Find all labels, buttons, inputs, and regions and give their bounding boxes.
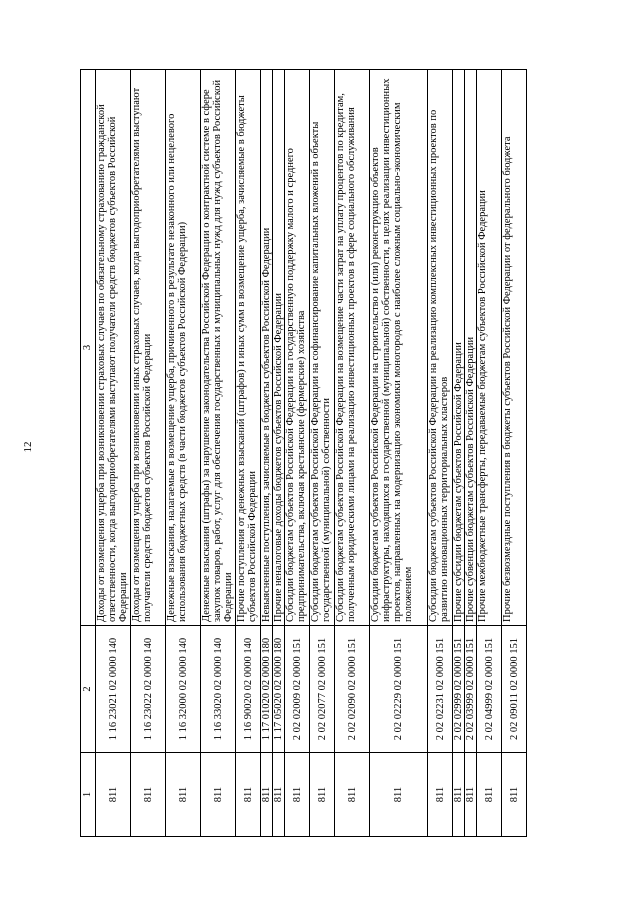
revenue-code-cell: 2 02 02999 02 0000 151: [453, 626, 465, 753]
revenue-code-cell: 1 17 05020 02 0000 180: [273, 626, 285, 753]
admin-code-cell: 811: [96, 753, 131, 837]
table-row: [335, 70, 370, 837]
column-header-admin: 1: [81, 753, 96, 837]
table-row: [502, 70, 527, 837]
admin-code-cell: 811: [335, 753, 370, 837]
table-row: [201, 70, 236, 837]
table-row: [273, 70, 285, 837]
revenue-name-cell: Невыясненные поступления, зачисляемые в бюджеты субъектов Российской Федерации: [261, 70, 273, 626]
revenue-code-cell: 2 02 02090 02 0000 151: [335, 626, 370, 753]
revenue-code-cell: 1 16 33020 02 0000 140: [201, 626, 236, 753]
rotated-table-sheet: [80, 70, 560, 837]
table-row: [465, 70, 477, 837]
column-header-code: 2: [81, 626, 96, 753]
table-row: [453, 70, 465, 837]
column-header-name: 3: [81, 70, 96, 626]
table-row: [310, 70, 335, 837]
revenue-code-cell: 1 16 23022 02 0000 140: [131, 626, 166, 753]
revenue-code-cell: 2 02 02009 02 0000 151: [285, 626, 310, 753]
admin-code-cell: 811: [477, 753, 502, 837]
admin-code-cell: 811: [131, 753, 166, 837]
table-row: [261, 70, 273, 837]
revenue-name-cell: Субсидии бюджетам субъектов Российской Федерации на государственную поддержку малого и среднего предпринимательства, включая крестьянские (фермерские) хозяйства: [285, 70, 310, 626]
revenue-name-cell: Субсидии бюджетам субъектов Российской Федерации на возмещение части затрат на уплату процентов по кредитам, полученным юридическими лицами на реализацию инвестиционных проектов в сфере социального обслуживания: [335, 70, 370, 626]
table-row: [477, 70, 502, 837]
admin-code-cell: 811: [201, 753, 236, 837]
revenue-name-cell: Субсидии бюджетам субъектов Российской Федерации на реализацию комплексных инвестиционных проектов по развитию инновационных территориальных кластеров: [428, 70, 453, 626]
revenue-code-cell: 2 02 04999 02 0000 151: [477, 626, 502, 753]
admin-code-cell: 811: [261, 753, 273, 837]
admin-code-cell: 811: [465, 753, 477, 837]
table-row: [236, 70, 261, 837]
table-row: [166, 70, 201, 837]
revenue-name-cell: Прочие поступления от денежных взысканий (штрафов) и иных сумм в возмещение ущерба, зачисляемые в бюджеты субъектов Российской Федерации: [236, 70, 261, 626]
table-header-row: [81, 70, 96, 837]
admin-code-cell: 811: [166, 753, 201, 837]
revenue-codes-table: [80, 69, 527, 837]
revenue-code-cell: 1 16 32000 02 0000 140: [166, 626, 201, 753]
revenue-code-cell: 2 02 02229 02 0000 151: [370, 626, 428, 753]
revenue-code-cell: 1 17 01020 02 0000 180: [261, 626, 273, 753]
admin-code-cell: 811: [502, 753, 527, 837]
revenue-name-cell: Субсидии бюджетам субъектов Российской Федерации на строительство и (или) реконструкцию объектов инфраструктуры, находящихся в государственной (муниципальной) собственности, в целях реализации инвестиционных проектов, направленных на модернизацию экономики моногородов с наиболее сложным социально-экономическим положением: [370, 70, 428, 626]
admin-code-cell: 811: [310, 753, 335, 837]
revenue-name-cell: Прочие субсидии бюджетам субъектов Российской Федерации: [453, 70, 465, 626]
admin-code-cell: 811: [428, 753, 453, 837]
admin-code-cell: 811: [273, 753, 285, 837]
admin-code-cell: 811: [285, 753, 310, 837]
table-body: [96, 70, 527, 837]
revenue-code-cell: 2 02 02231 02 0000 151: [428, 626, 453, 753]
revenue-code-cell: 2 02 02077 02 0000 151: [310, 626, 335, 753]
revenue-name-cell: Доходы от возмещения ущерба при возникновении страховых случаев по обязательному страхованию гражданской ответственности, когда выгодоприобретателями выступают получатели средств бюджетов субъектов Российской Федерации: [96, 70, 131, 626]
revenue-name-cell: Денежные взыскания, налагаемые в возмещение ущерба, причиненного в результате незаконного или нецелевого использования бюджетных средств (в части бюджетов субъектов Российской Федерации): [166, 70, 201, 626]
revenue-name-cell: Денежные взыскания (штрафы) за нарушение законодательства Российской Федерации о контрактной системе в сфере закупок товаров, работ, услуг для обеспечения государственных и муниципальных нужд для нужд субъектов Российской Федерации: [201, 70, 236, 626]
revenue-code-cell: 1 16 90020 02 0000 140: [236, 626, 261, 753]
revenue-code-cell: 2 02 03999 02 0000 151: [465, 626, 477, 753]
page-number: 12: [22, 441, 34, 453]
table-row: [370, 70, 428, 837]
revenue-name-cell: Прочие межбюджетные трансферты, передаваемые бюджетам субъектов Российской Федерации: [477, 70, 502, 626]
revenue-name-cell: Прочие безвозмездные поступления в бюджеты субъектов Российской Федерации от федерального бюджета: [502, 70, 527, 626]
table-row: [96, 70, 131, 837]
admin-code-cell: 811: [453, 753, 465, 837]
revenue-code-cell: 1 16 23021 02 0000 140: [96, 626, 131, 753]
admin-code-cell: 811: [236, 753, 261, 837]
revenue-name-cell: Прочие субвенции бюджетам субъектов Российской Федерации: [465, 70, 477, 626]
revenue-name-cell: Субсидии бюджетам субъектов Российской Федерации на софинансирование капитальных вложений в объекты государственной (муниципальной) собственности: [310, 70, 335, 626]
table-row: [428, 70, 453, 837]
revenue-code-cell: 2 02 09011 02 0000 151: [502, 626, 527, 753]
table-row: [285, 70, 310, 837]
revenue-name-cell: Доходы от возмещения ущерба при возникновении иных страховых случаев, когда выгодоприобретателями выступают получатели средств бюджетов субъектов Российской Федерации: [131, 70, 166, 626]
admin-code-cell: 811: [370, 753, 428, 837]
table-row: [131, 70, 166, 837]
revenue-name-cell: Прочие неналоговые доходы бюджетов субъектов Российской Федерации: [273, 70, 285, 626]
